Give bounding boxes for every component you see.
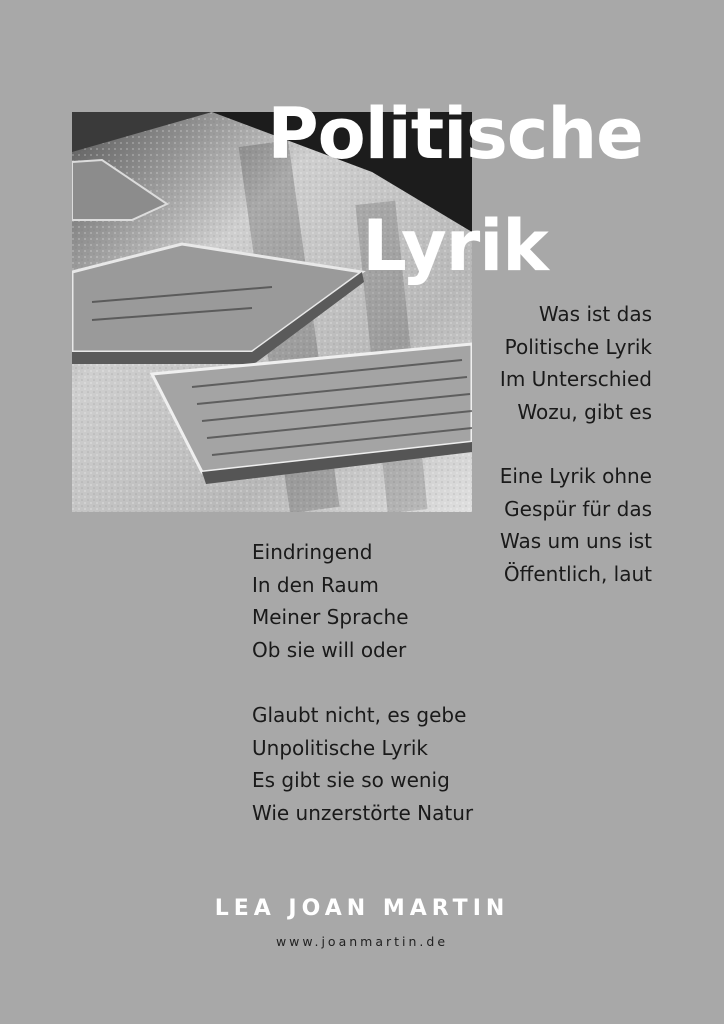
verse-line: In den Raum — [252, 572, 379, 597]
verse-line: Eine Lyrik ohne — [499, 464, 652, 488]
author-name: LEA JOAN MARTIN — [214, 896, 510, 921]
verse-line: Gespür für das — [504, 496, 652, 521]
stanza-2 — [500, 460, 652, 590]
verse-line: Öffentlich, laut — [503, 561, 652, 586]
poem-title — [250, 78, 660, 302]
title-line-2: Lyrik — [362, 205, 548, 287]
stanza-4 — [252, 699, 473, 829]
verse-line: Ob sie will oder — [252, 637, 407, 662]
verse-line: Glaubt nicht, es gebe — [252, 703, 467, 727]
website-link[interactable]: www.joanmartin.de — [275, 934, 449, 949]
stanza-1 — [500, 298, 652, 428]
verse-line: Es gibt sie so wenig — [252, 768, 450, 792]
verse-line: Politische Lyrik — [504, 334, 652, 359]
verse-line: Im Unterschied — [499, 367, 652, 391]
stanza-3 — [252, 536, 409, 666]
verse-line: Wozu, gibt es — [517, 399, 652, 424]
verse-line: Was ist das — [538, 302, 652, 326]
verse-line: Wie unzerstörte Natur — [252, 800, 474, 825]
verse-line: Unpolitische Lyrik — [252, 735, 429, 760]
title-line-1: Politische — [267, 93, 643, 175]
verse-line: Meiner Sprache — [252, 605, 409, 629]
verse-line: Eindringend — [252, 540, 373, 564]
verse-line: Was um uns ist — [500, 529, 652, 553]
